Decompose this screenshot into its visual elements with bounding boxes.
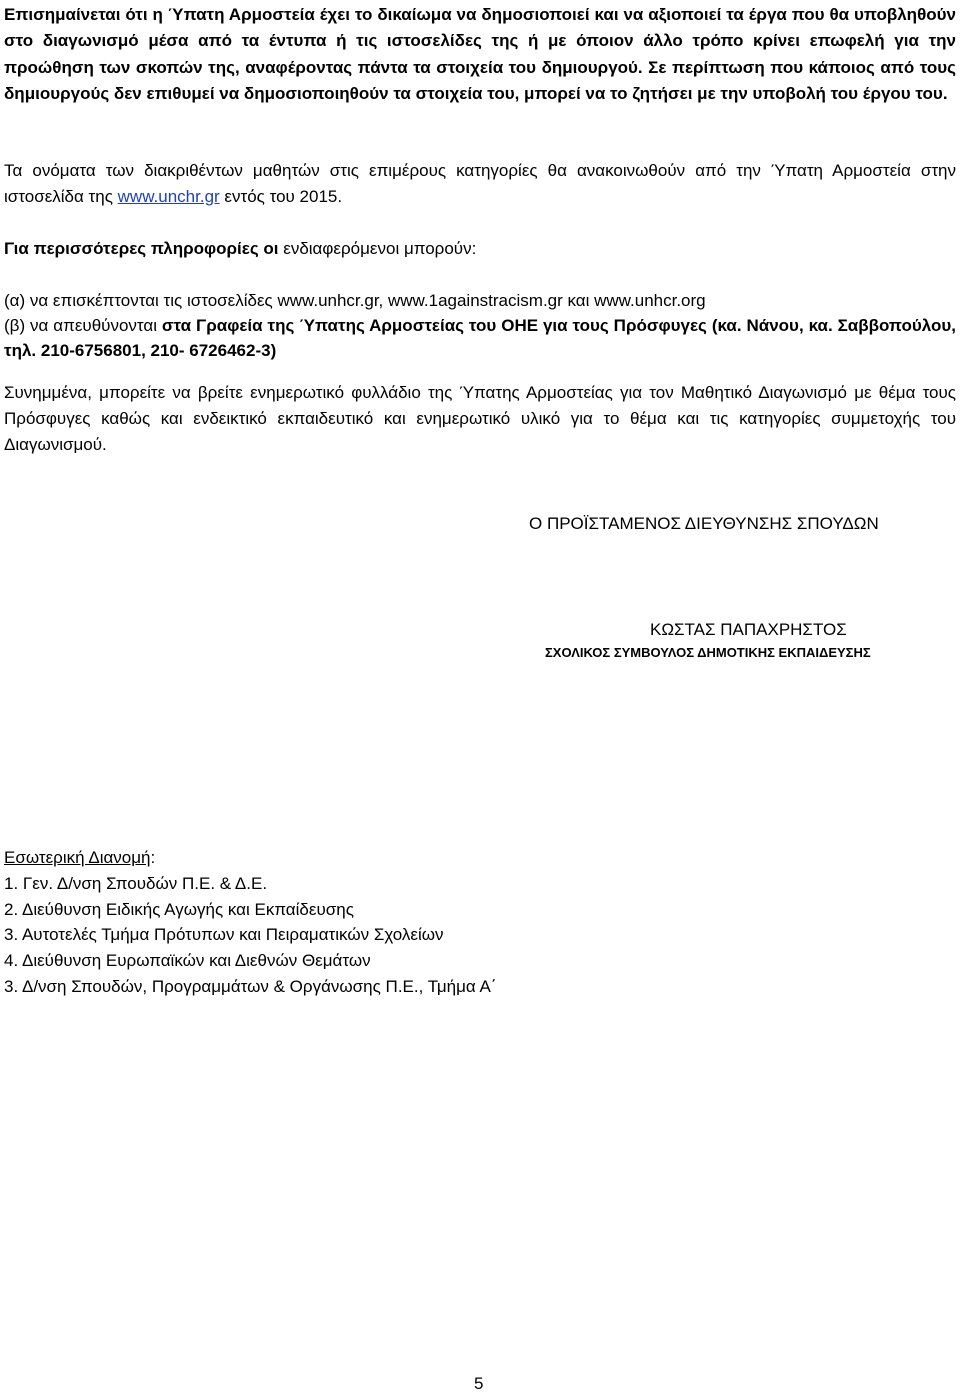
distribution-item: 4. Διεύθυνση Ευρωπαϊκών και Διεθνών Θεμάτων (4, 951, 371, 971)
publication-rights-paragraph: Επισημαίνεται ότι η Ύπατη Αρμοστεία έχει το δικαίωμα να δημοσιοποιεί και να αξιοποιεί τα έργα που θα υποβληθούν στο διαγωνισμό μέσα από τα έντυπα ή τις ιστοσελίδες της ή με όποιον άλλο τρόπο κρίνει επωφελή για την προώθηση των σκοπών της, αναφέροντας πάντα τα στοιχεία του δημιουργού. Σε περίπτωση που κάποιος από τους δημιουργούς δεν επιθυμεί να δημοσιοποιηθούν τα στοιχεία του, μπορεί να το ζητήσει με την υποβολή του έργου του. (4, 5, 956, 103)
attachments-paragraph: Συνημμένα, μπορείτε να βρείτε ενημερωτικό φυλλάδιο της Ύπατης Αρμοστείας για τον Μαθητικό Διαγωνισμό με θέμα τους Πρόσφυγες καθώς και ενδεικτικό εκπαιδευτικό και ενημερωτικό υλικό για το θέμα και τις κατηγορίες συμμετοχής του Διαγωνισμού. (4, 383, 956, 454)
distribution-item: 2. Διεύθυνση Ειδικής Αγωγής και Εκπαίδευσης (4, 899, 354, 919)
contact-option-offices-bold: στα Γραφεία της Ύπατης Αρμοστείας του ΟΗΕ για τους Πρόσφυγες (κα. Νάνου, κα. Σαββοπούλου, τηλ. 210-6756801, 210- 6726462-3) (4, 316, 956, 360)
distribution-colon: : (150, 848, 156, 867)
contact-option-offices (4, 313, 956, 363)
signatory-role: ΣΧΟΛΙΚΟΣ ΣΥΜΒΟΥΛΟΣ ΔΗΜΟΤΙΚΗΣ ΕΚΠΑΙΔΕΥΣΗΣ (545, 645, 871, 660)
signatory-name: ΚΩΣΤΑΣ ΠΑΠΑΧΡΗΣΤΟΣ (650, 620, 847, 639)
internal-distribution (4, 845, 497, 1000)
contact-option-websites: (α) να επισκέπτονται τις ιστοσελίδες www.unhcr.gr, www.1againstracism.gr και www.unhcr.org (4, 291, 706, 310)
unchr-website-link[interactable]: www.unchr.gr (117, 187, 220, 206)
distribution-title: Εσωτερική Διανομή (4, 848, 151, 867)
distribution-item: 3. Δ/νση Σπουδών, Προγραμμάτων & Οργάνωσης Π.Ε., Τμήμα Α΄ (4, 976, 497, 996)
distribution-heading (4, 845, 497, 871)
winners-announcement-tail: εντός του 2015. (219, 187, 343, 206)
distribution-list (4, 871, 497, 1000)
page-number: 5 (474, 1374, 484, 1393)
distribution-item: 3. Αυτοτελές Τμήμα Πρότυπων και Πειραματικών Σχολείων (4, 925, 444, 945)
signature-heading: Ο ΠΡΟΪΣΤΑΜΕΝΟΣ ΔΙΕΥΘΥΝΣΗΣ ΣΠΟΥΔΩΝ (529, 514, 879, 533)
distribution-item: 1. Γεν. Δ/νση Σπουδών Π.Ε. & Δ.Ε. (4, 873, 268, 893)
contact-options (4, 288, 956, 363)
more-info-heading (4, 236, 956, 262)
winners-announcement-text: Τα ονόματα των διακριθέντων μαθητών στις επιμέρους κατηγορίες θα ανακοινωθούν από την Ύπατη Αρμοστεία στην ιστοσελίδα της (4, 161, 956, 206)
more-info-heading-bold: Για περισσότερες πληροφορίες οι (4, 239, 279, 258)
more-info-heading-regular: ενδιαφερόμενοι μπορούν: (278, 239, 477, 258)
winners-announcement-paragraph (4, 158, 956, 210)
contact-option-offices-regular: (β) να απευθύνονται (4, 316, 162, 335)
